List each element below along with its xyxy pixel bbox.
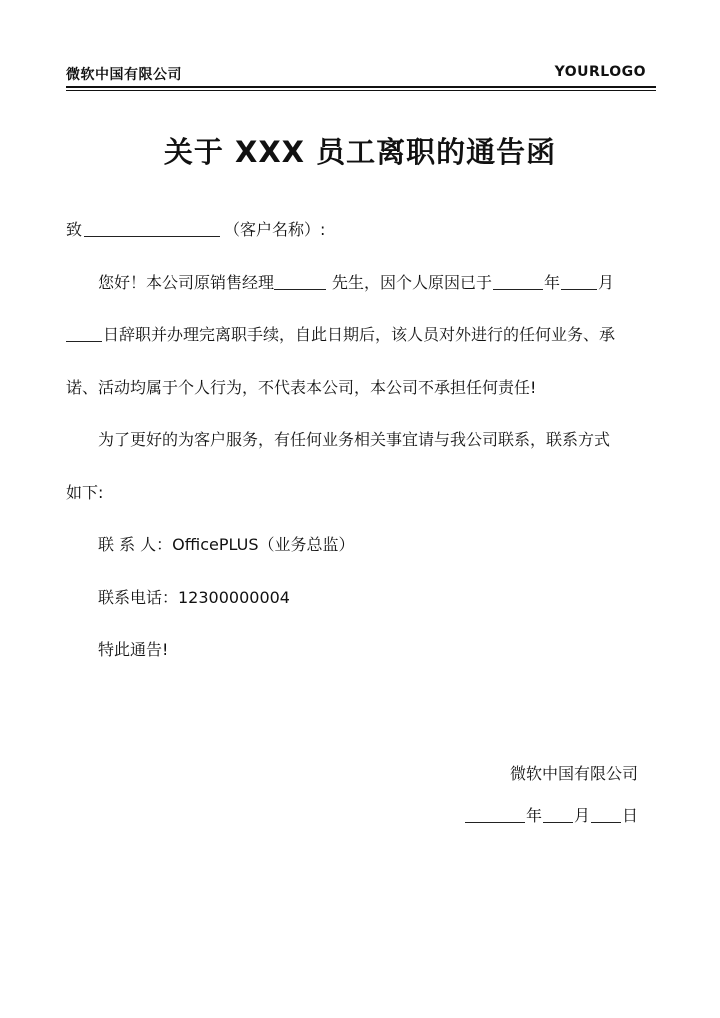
signature-company: 微软中国有限公司 bbox=[509, 764, 638, 783]
p1-text-c: 日辞职并办理完离职手续，自此日期后，该人员对外进行的任何业务、承 bbox=[103, 325, 616, 344]
salutation-suffix: （客户名称）: bbox=[224, 220, 326, 239]
paragraph-1-line-1 bbox=[98, 272, 614, 294]
salutation-prefix: 致 bbox=[66, 220, 83, 239]
p1-month-label: 月 bbox=[598, 273, 615, 292]
signature-month-blank bbox=[543, 806, 573, 823]
salutation-line bbox=[66, 219, 325, 241]
day-blank bbox=[66, 325, 102, 342]
signature-year-blank bbox=[465, 806, 525, 823]
signature-day-blank bbox=[591, 806, 621, 823]
page-header bbox=[66, 62, 656, 86]
p1-text-a: 您好！本公司原销售经理 bbox=[98, 273, 275, 292]
paragraph-2-line-1 bbox=[98, 429, 610, 451]
p2-text-a: 为了更好的为客户服务，有任何业务相关事宜请与我公司联系，联系方式 bbox=[98, 430, 611, 449]
document-title: 关于 XXX 员工离职的通告函 bbox=[163, 135, 557, 169]
paragraph-2-line-2 bbox=[66, 482, 103, 504]
p1-year-label: 年 bbox=[544, 273, 561, 292]
header-rule-thick bbox=[66, 86, 656, 88]
recipient-blank bbox=[84, 220, 220, 237]
employee-name-blank bbox=[274, 273, 326, 290]
signature-month-label: 月 bbox=[573, 806, 590, 825]
header-rule-thin bbox=[66, 90, 656, 91]
contact-phone-line: 联系电话：12300000004 bbox=[98, 588, 290, 607]
paragraph-1-line-2 bbox=[66, 324, 615, 346]
p2-text-b: 如下: bbox=[66, 483, 104, 502]
contact-person-line: 联 系 人：OfficePLUS（业务总监） bbox=[98, 535, 355, 554]
year-blank bbox=[493, 273, 543, 290]
closing-line: 特此通告! bbox=[98, 640, 169, 659]
signature-year-label: 年 bbox=[525, 806, 542, 825]
signature-day-label: 日 bbox=[621, 806, 638, 825]
signature-date-line bbox=[360, 805, 638, 827]
header-logo-text: YOURLOGO bbox=[554, 64, 646, 80]
month-blank bbox=[561, 273, 597, 290]
paragraph-1-line-3 bbox=[66, 377, 536, 399]
p1-text-d: 诺、活动均属于个人行为，不代表本公司，本公司不承担任何责任! bbox=[66, 378, 537, 397]
p1-text-b: 先生，因个人原因已于 bbox=[332, 273, 493, 292]
header-company-name: 微软中国有限公司 bbox=[66, 67, 182, 83]
